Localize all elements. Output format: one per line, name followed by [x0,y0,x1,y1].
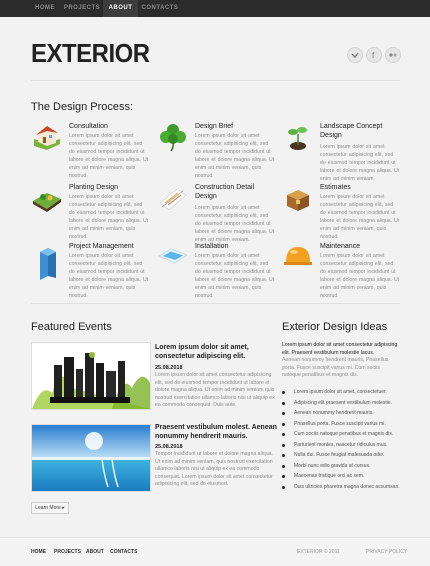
process-item-text: Lorem ipsum dolor sit amet consectetur adipisicing elit, sed do eiusmod tempor incididunt ut labore et dolore magna aliqua. Ut enim ad minim veniam. [320,144,400,182]
sprout-icon [282,122,314,152]
process-item-text: Lorem ipsum dolor sit amet consectetur adipisicing elit, sed do eiusmod tempor incididunt ut labore et dolore magna aliqua. Ut enim ad minim veniam, quis nostrud. [195,133,275,179]
copyright: EXTERIOR © 2011 [297,549,340,555]
process-item-text: Lorem ipsum dolor sit amet consectetur adipisicing elit, sed do eiusmod tempor incididunt ut labore et dolore magna aliqua. Ut enim ad minim veniam, quis nostrud. [320,194,400,240]
bullet-icon [282,454,285,457]
bullet-icon [282,444,285,447]
footer-link-projects[interactable]: PROJECTS [54,549,81,555]
process-item [157,122,275,182]
process-item-text: Lorem ipsum dolor sit amet consectetur adipisicing elit, sed do eiusmod tempor incididunt ut labore et dolore magna aliqua. Ut enim ad minim veniam, quis nostrud. [69,133,149,179]
bullet-icon [282,486,285,489]
footer [0,537,430,566]
house-icon [31,122,63,152]
learn-more-label: Learn More [35,505,61,511]
header-divider [31,80,400,81]
ideas-list [282,387,402,492]
process-item [31,183,149,243]
ideas-intro: Lorem ipsum dolor sit amet consectetur adipiscing elit. Praesent vestibulum molestie lacus. [282,342,398,356]
list-item[interactable]: Adipiscing elit praesent vestibulum molestie. [282,398,402,409]
helmet-icon [282,242,314,272]
chevron-right-icon: ▸ [62,505,65,511]
process-divider [31,303,400,304]
event-date: 25.08.2018 [155,444,183,450]
nav-home[interactable]: HOME [35,5,55,11]
event-text: Tempor incididunt ut labore et dolore magna aliqua. Ut enim ad minim veniam, quis nostrud exercitation ullamco laboris nisi ut aliquip ex ea commodo consequat. Lorem ipsum dolor sit amet consectetur adipisicing elit, sed do eiusmod. [155,451,273,487]
bullet-icon [282,423,285,426]
list-item[interactable]: Phasellus porta. Fusce suscipit varius mi. [282,419,402,430]
process-item [282,122,400,182]
bullet-icon [282,391,285,394]
learn-more-button[interactable] [31,502,69,514]
process-item-title: Project Management [69,243,134,250]
process-item-title: Landscape Concept Design [320,123,383,139]
footer-link-contacts[interactable]: CONTACTS [110,549,138,555]
process-item [282,242,400,302]
list-item[interactable]: Duis ultricies pharetra magna donec accumsan. [282,482,402,493]
blueprint-icon [157,183,189,213]
event-title[interactable]: Lorem ipsum dolor sit amet, consectetur adipiscing elit. [155,344,249,360]
event-image-city[interactable] [31,342,151,410]
process-item-title: Planting Design [69,184,119,191]
process-item-title: Design Brief [195,123,234,130]
process-item [157,183,275,243]
list-item[interactable]: Parturient montes, nascetur ridiculus mus. [282,440,402,451]
event-image-pool[interactable] [31,424,151,492]
process-item-title: Maintenance [320,243,361,250]
event-text: Lorem ipsum dolor sit amet consectetur adipisicing elit, sed do eiusmod tempor incididunt ut labore et dolore magna aliqua. Ut enim ad minim veniam quis nostrud exercitation ullamco laboris nisi ut aliquip ex ea commodo consequat. Duis aute. [155,372,275,408]
bullet-icon [282,433,285,436]
event-title[interactable]: Praesent vestibulum molest. Aenean nonummy hendrerit mauris. [155,424,277,440]
list-item[interactable]: Nulla dui. Fusce feugiat malesuada odio. [282,450,402,461]
privacy-policy-link[interactable]: PRIVACY POLICY [366,549,408,555]
list-item[interactable]: Cum sociis natoque penatibus et magnis dis. [282,429,402,440]
footer-link-home[interactable]: HOME [31,549,46,555]
facebook-icon[interactable] [366,47,382,63]
process-item [31,242,149,302]
flickr-icon[interactable] [385,47,401,63]
footer-link-about[interactable]: ABOUT [86,549,104,555]
bullet-icon [282,465,285,468]
nav-projects[interactable]: PROJECTS [63,5,101,11]
top-nav [0,0,430,17]
process-title: The Design Process: [31,101,134,113]
list-item[interactable]: Lorem ipsum dolor sit amet, consectetuer. [282,387,402,398]
process-item-title: Consultation [69,123,108,130]
process-item-text: Lorem ipsum dolor sit amet consectetur adipisicing elit, sed do eiusmod tempor incididunt ut labore et dolore magna aliqua. Ut enim ad minim veniam, quis nostrud. [320,253,400,299]
list-item[interactable]: Aenean nonummy hendrerit mauris. [282,408,402,419]
ideas-title: Exterior Design Ideas [282,321,388,333]
process-item-text: Lorem ipsum dolor sit amet consectetur adipisicing elit, sed do eiusmod tempor incididunt ut labore et dolore magna aliqua. Ut enim ad minim veniam, quis nostrud. [69,194,149,240]
bullet-icon [282,475,285,478]
clover-icon [157,122,189,152]
process-item-text: Lorem ipsum dolor sit amet consectetur adipisicing elit, sed do eiusmod tempor incididunt ut labore et dolore magna aliqua. Ut enim ad minim veniam. [195,205,275,243]
svg-text:f: f [372,51,375,60]
chest-icon [282,183,314,213]
list-item[interactable]: Morbi nunc odio gravida at cursus. [282,461,402,472]
site-logo[interactable]: EXTERIOR [31,38,150,68]
process-item [157,242,275,302]
process-item-title: Installation [195,243,229,250]
process-item-title: Estimates [320,184,351,191]
process-item-title: Construction Detail Design [195,184,255,200]
nav-contacts[interactable]: CONTACTS [141,5,179,11]
process-item-text: Lorem ipsum dolor sit amet consectetur adipisicing elit, sed do eiusmod tempor incididunt ut labore et dolore magna aliqua. Ut enim ad minim veniam, quis nostrud. [195,253,275,299]
process-item-text: Lorem ipsum dolor sit amet consectetur adipisicing elit, sed do eiusmod tempor incididunt ut labore et dolore magna aliqua. Ut enim ad minim veniam, quis nostrud. [69,253,149,299]
garden-icon [31,183,63,213]
events-title: Featured Events [31,321,112,333]
event-date: 25.08.2018 [155,365,183,371]
nav-about[interactable]: ABOUT [103,0,138,17]
twitter-icon[interactable] [347,47,363,63]
pool-icon [157,242,189,272]
list-item[interactable]: Maecenas tristique orci ac sem. [282,471,402,482]
process-item [31,122,149,182]
process-item [282,183,400,243]
bullet-icon [282,402,285,405]
bullet-icon [282,412,285,415]
ideas-text: Aenean nonummy hendrerit mauris. Phasellus porta. Fusce suscipit varius mi. Cum sociis natoque penatibus et magnis dis. [282,357,389,378]
building-icon [31,242,63,280]
